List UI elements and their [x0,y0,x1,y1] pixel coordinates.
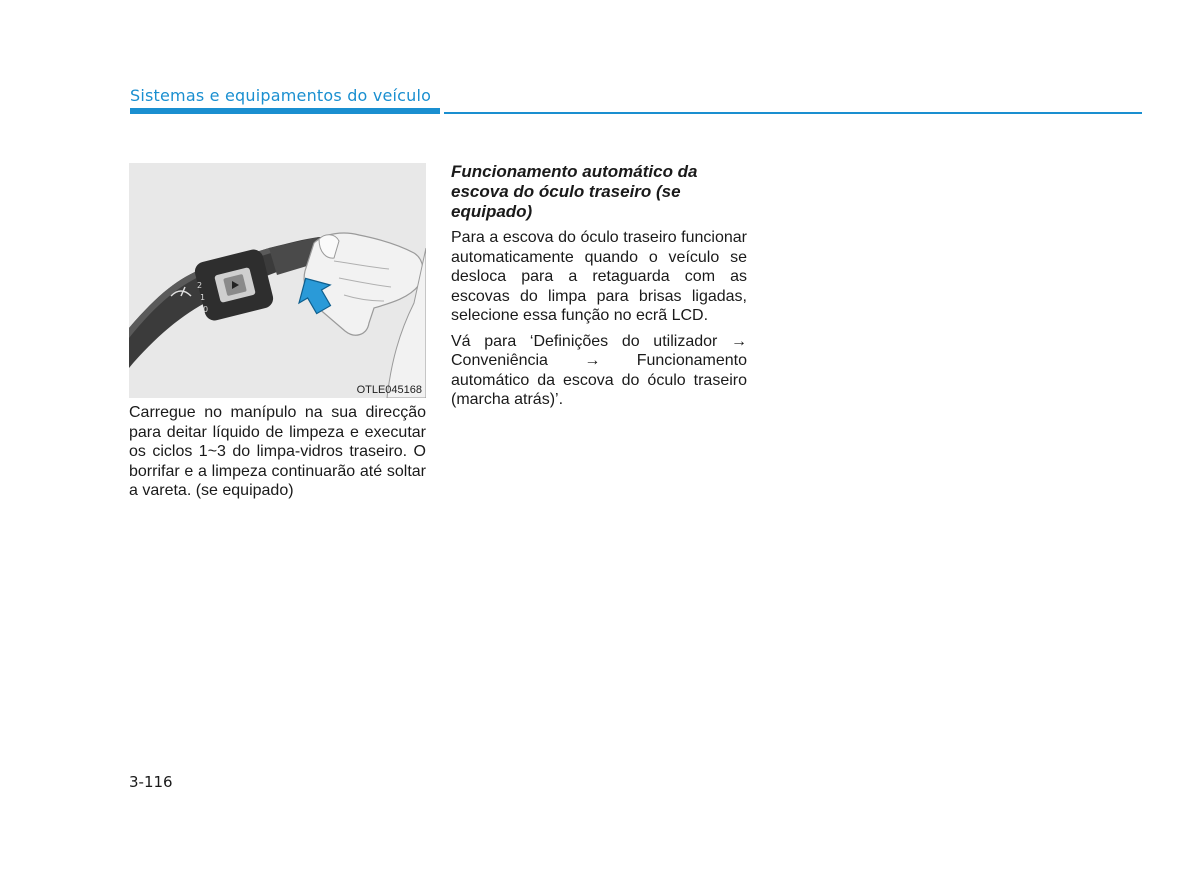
svg-text:1: 1 [200,293,206,302]
section-heading: Funcionamento automático da escova do óculo traseiro (se equipado) [451,162,698,221]
right-column [451,162,747,416]
header-rule-thin [444,112,1142,114]
header-rule-thick [130,108,440,114]
figure-wiper-stalk [129,163,426,398]
svg-text:2: 2 [197,281,203,290]
page-number: 3-116 [129,773,173,791]
figure-code: OTLE045168 [356,384,422,396]
right-paragraph-1: Para a escova do óculo traseiro funcionar automaticamente quando o veículo se desloca para a retaguarda com as escovas do limpa para brisas ligadas, selecione essa função no ecrã LCD. [451,229,747,324]
svg-text:0: 0 [203,305,209,314]
header-title: Sistemas e equipamentos do veículo [130,86,432,105]
right-paragraph-2: Vá para ‘Definições do utilizador → Conveniência → Funcionamento automático da escova do óculo traseiro (marcha atrás)’. [451,332,747,408]
left-paragraph: Carregue no manípulo na sua direcção para deitar líquido de limpeza e executar os ciclos 1~3 do limpa-vidros traseiro. O borrifar e a limpeza continuarão até soltar a vareta. (se equipado) [129,404,426,499]
wiper-stalk-illustration [129,163,426,398]
